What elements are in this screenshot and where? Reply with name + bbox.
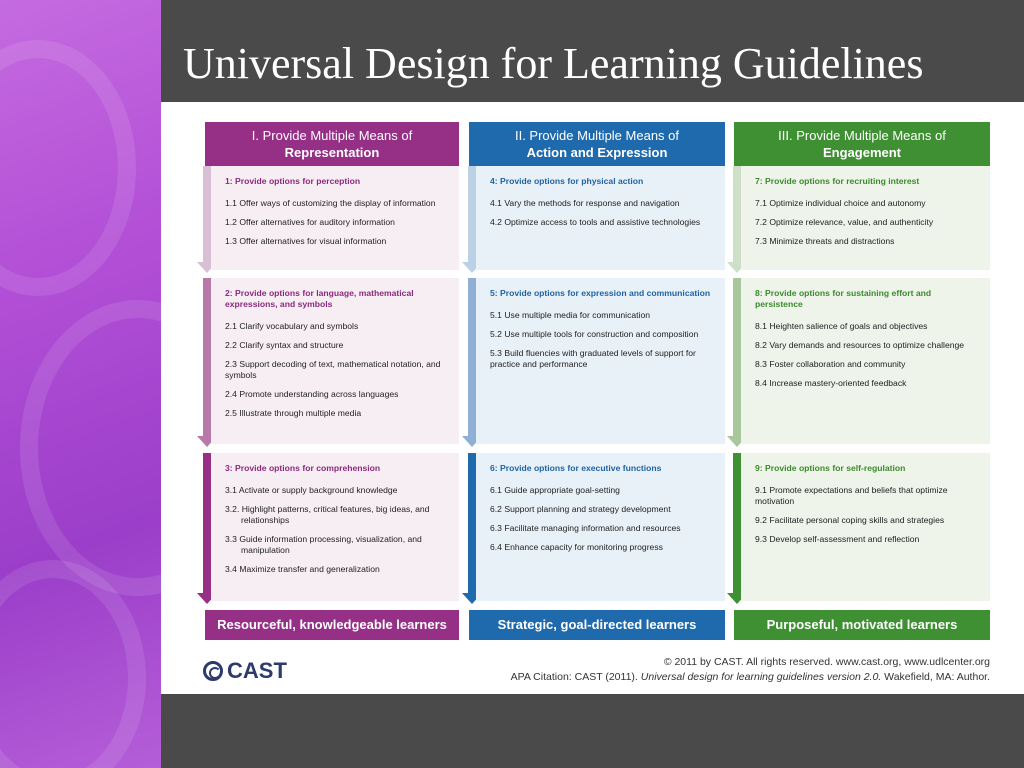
cast-logo-text: CAST bbox=[227, 658, 287, 683]
column-header-line2: Representation bbox=[284, 145, 380, 160]
copyright-text: © 2011 by CAST. All rights reserved. www.cast.org, www.udlcenter.org bbox=[663, 656, 990, 668]
guideline-box-self-regulation bbox=[741, 453, 990, 601]
checkpoint-item: 8.4 Increase mastery-oriented feedback bbox=[755, 378, 907, 388]
guideline-heading: 5: Provide options for expression and communication bbox=[490, 288, 711, 298]
column-header-line2: Engagement bbox=[822, 145, 901, 160]
checkpoint-item: 2.3 Support decoding of text, mathematical notation, and symbols bbox=[225, 359, 441, 380]
checkpoint-item: 3.4 Maximize transfer and generalization bbox=[225, 564, 380, 574]
checkpoint-item: 1.1 Offer ways of customizing the display of information bbox=[225, 198, 436, 208]
checkpoint-item: 8.3 Foster collaboration and community bbox=[755, 359, 906, 369]
checkpoint-item: 2.2 Clarify syntax and structure bbox=[225, 340, 344, 350]
flow-spine bbox=[203, 453, 211, 593]
footer-purposeful-learners: Purposeful, motivated learners bbox=[734, 610, 990, 640]
checkpoint-item: 7.2 Optimize relevance, value, and authenticity bbox=[755, 217, 934, 227]
swirl-decoration bbox=[20, 300, 161, 596]
guideline-heading: 2: Provide options for language, mathematical expressions, and symbols bbox=[225, 288, 414, 309]
guideline-heading: 3: Provide options for comprehension bbox=[225, 463, 381, 473]
footer-strategic-learners: Strategic, goal-directed learners bbox=[469, 610, 725, 640]
flow-spine bbox=[733, 278, 741, 436]
guideline-heading: 1: Provide options for perception bbox=[225, 176, 361, 186]
guideline-box-comprehension bbox=[211, 453, 459, 601]
checkpoint-item: 2.1 Clarify vocabulary and symbols bbox=[225, 321, 359, 331]
checkpoint-item: 4.2 Optimize access to tools and assistive technologies bbox=[490, 217, 701, 227]
citation-text bbox=[511, 670, 990, 685]
column-header-representation bbox=[205, 122, 459, 166]
column-header-line2: Action and Expression bbox=[526, 145, 668, 160]
column-header-line1: II. Provide Multiple Means of bbox=[514, 128, 680, 143]
guideline-box-physical-action bbox=[476, 166, 725, 270]
citation-title: Universal design for learning guidelines version 2.0. bbox=[640, 671, 882, 683]
flow-spine bbox=[468, 453, 476, 593]
guideline-heading: 4: Provide options for physical action bbox=[490, 176, 644, 186]
checkpoint-item: 9.3 Develop self-assessment and reflection bbox=[755, 534, 920, 544]
column-header-line1: III. Provide Multiple Means of bbox=[778, 128, 946, 143]
swirl-decoration bbox=[0, 40, 136, 296]
checkpoint-item: 3.3 Guide information processing, visualization, and manipulation bbox=[225, 534, 422, 555]
checkpoint-item: 9.1 Promote expectations and beliefs that optimize motivation bbox=[755, 485, 948, 506]
citation-block bbox=[511, 655, 990, 685]
cast-logo bbox=[203, 658, 287, 684]
guideline-box-expression-communication bbox=[476, 278, 725, 444]
checkpoint-item: 6.2 Support planning and strategy development bbox=[490, 504, 671, 514]
guideline-box-perception bbox=[211, 166, 459, 270]
flow-spine bbox=[733, 166, 741, 262]
flow-spine bbox=[468, 166, 476, 262]
flow-spine bbox=[733, 453, 741, 593]
checkpoint-item: 9.2 Facilitate personal coping skills and strategies bbox=[755, 515, 945, 525]
slide-title: Universal Design for Learning Guidelines bbox=[183, 39, 924, 88]
checkpoint-item: 2.4 Promote understanding across languages bbox=[225, 389, 399, 399]
checkpoint-item: 6.3 Facilitate managing information and resources bbox=[490, 523, 681, 533]
checkpoint-item: 4.1 Vary the methods for response and navigation bbox=[490, 198, 680, 208]
checkpoint-item: 8.1 Heighten salience of goals and objectives bbox=[755, 321, 928, 331]
checkpoint-item: 1.2 Offer alternatives for auditory information bbox=[225, 217, 395, 227]
column-header-action-expression bbox=[469, 122, 725, 166]
guideline-heading: 7: Provide options for recruiting interest bbox=[755, 176, 920, 186]
column-header-engagement bbox=[734, 122, 990, 166]
checkpoint-item: 2.5 Illustrate through multiple media bbox=[225, 408, 362, 418]
guideline-box-executive-functions bbox=[476, 453, 725, 601]
citation-suffix: Wakefield, MA: Author. bbox=[881, 671, 990, 683]
footer-resourceful-learners: Resourceful, knowledgeable learners bbox=[205, 610, 459, 640]
flow-spine bbox=[203, 278, 211, 436]
checkpoint-item: 1.3 Offer alternatives for visual information bbox=[225, 236, 387, 246]
checkpoint-item: 5.1 Use multiple media for communication bbox=[490, 310, 651, 320]
checkpoint-item: 8.2 Vary demands and resources to optimize challenge bbox=[755, 340, 965, 350]
guideline-heading: 8: Provide options for sustaining effort and persistence bbox=[755, 288, 932, 309]
guideline-box-recruiting-interest bbox=[741, 166, 990, 270]
guideline-box-sustaining-effort bbox=[741, 278, 990, 444]
flow-spine bbox=[203, 166, 211, 262]
checkpoint-item: 3.1 Activate or supply background knowledge bbox=[225, 485, 398, 495]
checkpoint-item: 6.4 Enhance capacity for monitoring progress bbox=[490, 542, 663, 552]
flow-spine bbox=[468, 278, 476, 436]
cast-logo-icon bbox=[203, 661, 223, 681]
checkpoint-item: 5.3 Build fluencies with graduated levels of support for practice and performance bbox=[490, 348, 696, 369]
citation-prefix: APA Citation: CAST (2011). bbox=[510, 671, 641, 683]
guideline-box-language bbox=[211, 278, 459, 444]
guideline-heading: 6: Provide options for executive functions bbox=[490, 463, 662, 473]
checkpoint-item: 6.1 Guide appropriate goal-setting bbox=[490, 485, 620, 495]
checkpoint-item: 7.1 Optimize individual choice and autonomy bbox=[755, 198, 926, 208]
decorative-side-panel bbox=[0, 0, 161, 768]
column-header-line1: I. Provide Multiple Means of bbox=[251, 128, 413, 143]
checkpoint-item: 5.2 Use multiple tools for construction and composition bbox=[490, 329, 699, 339]
checkpoint-item: 7.3 Minimize threats and distractions bbox=[755, 236, 895, 246]
bottom-bar bbox=[161, 694, 1024, 768]
guideline-heading: 9: Provide options for self-regulation bbox=[755, 463, 906, 473]
checkpoint-item: 3.2. Highlight patterns, critical features, big ideas, and relationships bbox=[225, 504, 430, 525]
